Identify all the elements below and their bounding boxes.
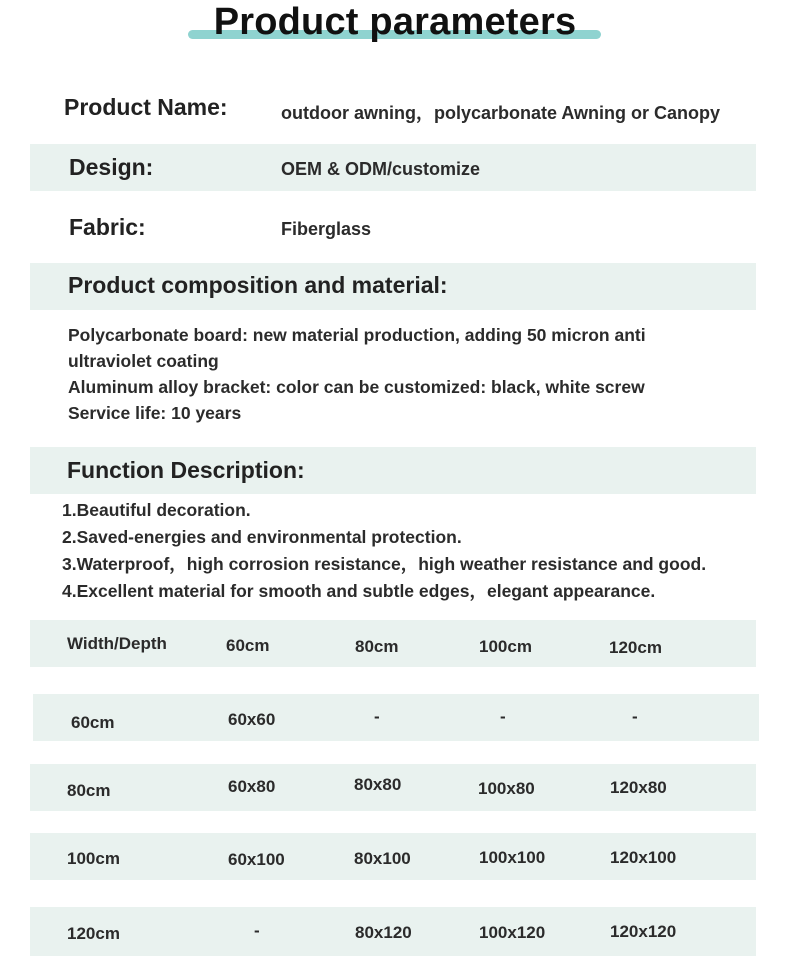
table-cell: 60x100	[228, 850, 285, 869]
table-cell: 60cm	[71, 713, 115, 732]
table-cell: -	[374, 707, 380, 726]
composition-heading: Product composition and material:	[68, 272, 448, 298]
table-cell: 120x120	[610, 922, 677, 941]
product-name-label: Product Name:	[64, 94, 228, 120]
table-header-cell: 120cm	[609, 638, 662, 657]
composition-text	[68, 322, 646, 426]
table-cell: 120cm	[67, 924, 120, 943]
table-cell: 80x120	[355, 923, 412, 942]
composition-line: Service life: 10 years	[68, 403, 242, 423]
table-cell: 60x80	[228, 777, 276, 796]
function-item: 1.Beautiful decoration.	[62, 500, 251, 520]
table-header-cell: 80cm	[355, 637, 399, 656]
fabric-value: Fiberglass	[281, 219, 372, 239]
table-header-cell: 60cm	[226, 636, 270, 655]
table-cell: 120x100	[610, 848, 677, 867]
table-header-cell: Width/Depth	[67, 634, 167, 653]
page-title: Product parameters	[213, 1, 577, 43]
fabric-label: Fabric:	[69, 214, 146, 240]
function-item: 4.Excellent material for smooth and subtle edges，elegant appearance.	[62, 581, 656, 601]
table-cell: 100x120	[479, 923, 546, 942]
composition-line: Polycarbonate board: new material production, adding 50 micron anti	[68, 325, 646, 345]
table-cell: 100cm	[67, 849, 120, 868]
table-header-cell: 100cm	[479, 637, 532, 656]
table-cell: 60x60	[228, 710, 276, 729]
design-label: Design:	[69, 154, 154, 180]
design-value: OEM & ODM/customize	[281, 159, 481, 179]
table-cell: -	[632, 707, 638, 726]
function-item: 2.Saved-energies and environmental protection.	[62, 527, 462, 547]
table-cell: 80x100	[354, 849, 411, 868]
composition-line: Aluminum alloy bracket: color can be customized: black, white screw	[68, 377, 645, 397]
table-cell: -	[254, 921, 260, 940]
table-cell: 100x100	[479, 848, 546, 867]
function-list	[62, 497, 706, 605]
function-heading: Function Description:	[67, 457, 305, 483]
table-cell: 80cm	[67, 781, 111, 800]
table-cell: 100x80	[478, 779, 535, 798]
table-row-band	[33, 694, 759, 741]
composition-line: ultraviolet coating	[68, 351, 219, 371]
table-cell: -	[500, 707, 506, 726]
table-cell: 80x80	[354, 775, 402, 794]
table-cell: 120x80	[610, 778, 667, 797]
function-item: 3.Waterproof，high corrosion resistance，high weather resistance and good.	[62, 554, 707, 574]
page-title-block	[0, 0, 790, 50]
product-name-value: outdoor awning，polycarbonate Awning or Canopy	[281, 103, 721, 123]
